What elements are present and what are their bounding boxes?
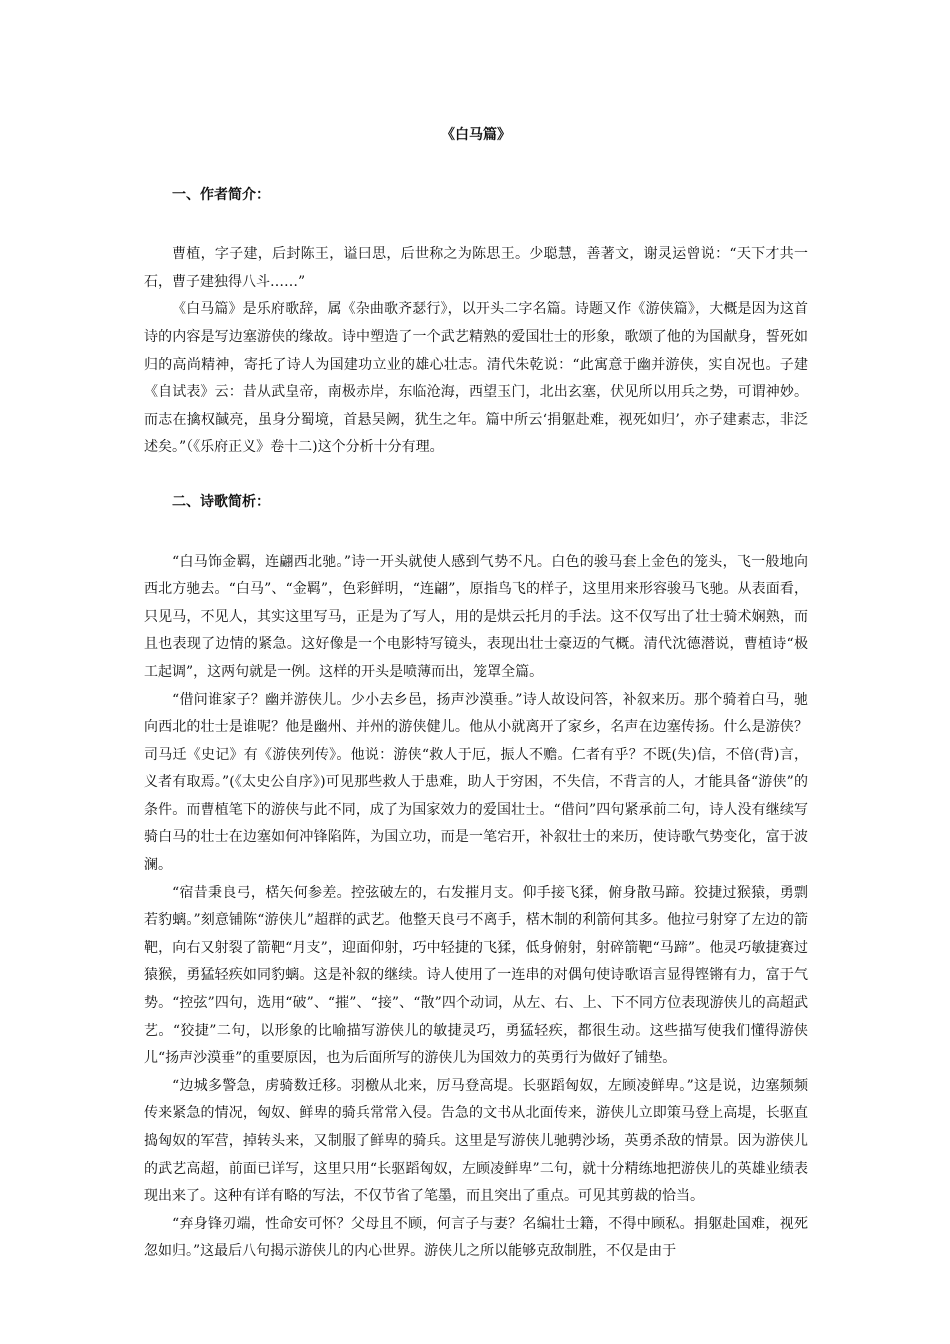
paragraph: “宿昔秉良弓，楛矢何参差。控弦破左的，右发摧月支。仰手接飞猱，俯身散马蹄。狡捷过猴猿，勇剽若豹螭。”刻意铺陈“游侠儿”超群的武艺。他整天良弓不离手，楛木制的利箭何其多。他拉弓射穿了左边的箭靶，向右又射裂了箭靶“月支”，迎面仰射，巧中轻捷的飞猱，低身俯射，射碎箭靶“马蹄”。他灵巧敏捷赛过猿猴，勇猛轻疾如同豹螭。这是补叙的继续。诗人使用了一连串的对偶句使诗歌语言显得铿锵有力，富于气势。“控弦”四句，选用“破”、“摧”、“接”、“散”四个动词，从左、右、上、下不同方位表现游侠儿的高超武艺。“狡捷”二句，以形象的比喻描写游侠儿的敏捷灵巧，勇猛轻疾，都很生动。这些描写使我们懂得游侠儿“扬声沙漠垂”的重要原因，也为后面所写的游侠儿为国效力的英勇行为做好了铺垫。 [144,884,808,1067]
document-page [144,122,808,1266]
section-heading-analysis: 二、诗歌简析： [172,493,270,510]
paragraph: 《白马篇》是乐府歌辞，属《杂曲歌齐瑟行》，以开头二字名篇。诗题又作《游侠篇》，大概是因为这首诗的内容是写边塞游侠的缘故。诗中塑造了一个武艺精熟的爱国壮士的形象，歌颂了他的为国献身，誓死如归的高尚精神，寄托了诗人为国建功立业的雄心壮志。清代朱乾说：“此寓意于幽并游侠，实自况也。子建《自试表》云：昔从武皇帝，南极赤岸，东临沧海，西望玉门，北出玄塞，伏见所以用兵之势，可谓神妙。而志在擒权馘亮，虽身分蜀境，首悬吴阙，犹生之年。篇中所云‘捐躯赴难，视死如归’，亦子建素志，非泛述矣。”（《乐府正义》卷十二)这个分析十分有理。 [144,301,808,456]
paragraph: “弃身锋刃端，性命安可怀？父母且不顾，何言子与妻？名编壮士籍，不得中顾私。捐躯赴国难，视死忽如归。”这最后八句揭示游侠儿的内心世界。游侠儿之所以能够克敌制胜，不仅是由于 [144,1215,808,1260]
paragraph: “借问谁家子？幽并游侠儿。少小去乡邑，扬声沙漠垂。”诗人故设问答，补叙来历。那个骑着白马，驰向西北的壮士是谁呢？他是幽州、并州的游侠健儿。他从小就离开了家乡，名声在边塞传扬。什么是游侠？司马迁《史记》有《游侠列传》。他说：游侠“救人于厄，振人不赡。仁者有乎？不既(失)信，不倍(背)言，义者有取焉。”(《太史公自序》)可见那些救人于患难，助人于穷困，不失信，不背言的人，才能具备“游侠”的条件。而曹植笔下的游侠与此不同，成了为国家效力的爱国壮士。“借问”四句紧承前二句，诗人没有继续写骑白马的壮士在边塞如何冲锋陷阵，为国立功，而是一笔宕开，补叙壮士的来历，使诗歌气势变化，富于波澜。 [144,691,808,874]
document-title: 《白马篇》 [441,127,511,143]
paragraph: 曹植，字子建，后封陈王，谥曰思，后世称之为陈思王。少聪慧，善著文，谢灵运曾说：“天下才共一石，曹子建独得八斗……” [144,246,808,290]
section-spacer [144,462,808,489]
paragraph: “白马饰金羁，连翩西北驰。”诗一开头就使人感到气势不凡。白色的骏马套上金色的笼头，飞一般地向西北方驰去。“白马”、“金羁”，色彩鲜明，“连翩”，原指鸟飞的样子，这里用来形容骏马飞驰。从表面看，只见马，不见人，其实这里写马，正是为了写人，用的是烘云托月的手法。这不仅写出了壮士骑术娴熟，而且也表现了边情的紧急。这好像是一个电影特写镜头，表现出壮士豪迈的气概。清代沈德潜说，曹植诗“极工起调”，这两句就是一例。这样的开头是喷薄而出，笼罩全篇。 [144,553,808,680]
paragraph: “边城多警急，虏骑数迁移。羽檄从北来，厉马登高堤。长驱蹈匈奴，左顾凌鲜卑。”这是说，边塞频频传来紧急的情况，匈奴、鲜卑的骑兵常常入侵。告急的文书从北面传来，游侠儿立即策马登上高堤，长驱直捣匈奴的军营，掉转头来，又制服了鲜卑的骑兵。这里是写游侠儿驰骋沙场，英勇杀敌的情景。因为游侠儿的武艺高超，前面已详写，这里只用“长驱蹈匈奴，左顾凌鲜卑”二句，就十分精练地把游侠儿的英雄业绩表现出来了。这种有详有略的写法，不仅节省了笔墨，而且突出了重点。可见其剪裁的恰当。 [144,1077,808,1205]
section-heading-author: 一、作者简介： [172,186,270,203]
